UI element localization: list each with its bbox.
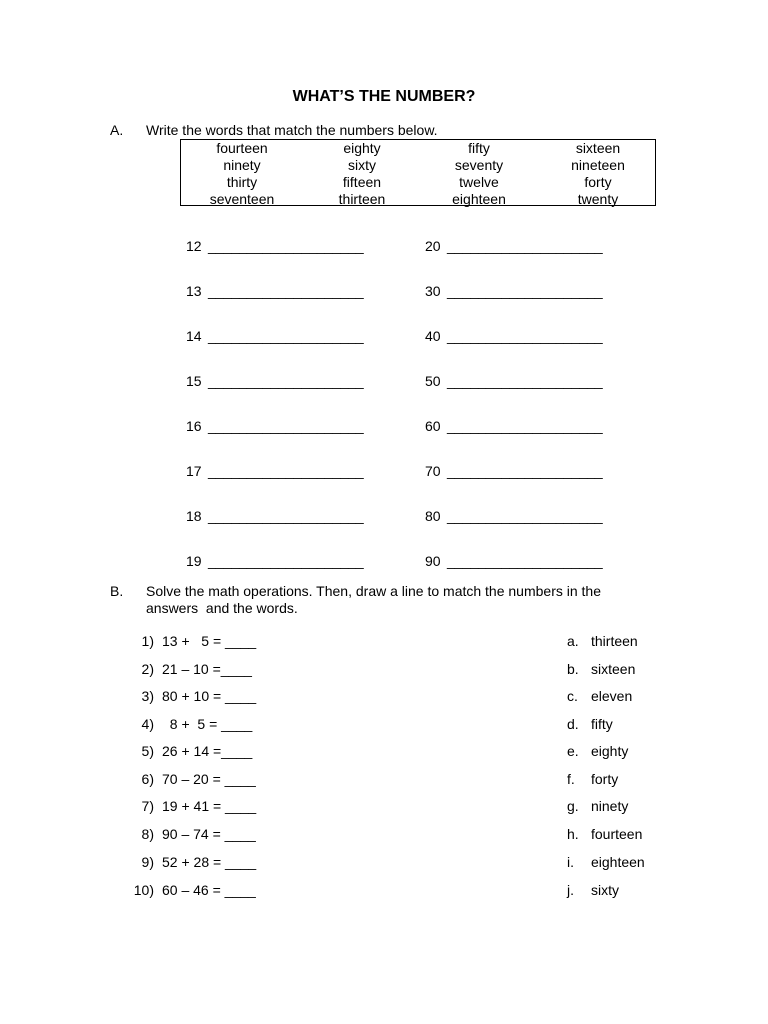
answer-blank[interactable]: ____________________ [447,328,603,344]
section-b-instruction-line2: answers and the words. [146,600,298,616]
option-word[interactable]: ninety [591,798,629,814]
operation-expression[interactable]: 19 + 41 = ____ [162,798,257,814]
answer-blank[interactable]: ____________________ [447,283,603,299]
word-bank-word: eighty [343,140,381,156]
operation-number: 10) [133,882,154,898]
answer-number: 19 [186,553,202,569]
word-bank-word: thirty [226,174,258,190]
operation-number: 7) [141,798,154,814]
answer-number: 90 [425,553,441,569]
word-bank-word: fifty [468,140,490,156]
answer-number: 80 [425,508,441,524]
operation-expression[interactable]: 90 – 74 = ____ [162,826,256,842]
answer-blank[interactable]: ____________________ [447,553,603,569]
operation-number: 8) [141,826,154,842]
operation-expression[interactable]: 26 + 14 =____ [162,743,253,759]
word-bank-word: thirteen [338,191,386,207]
operation-expression[interactable]: 13 + 5 = ____ [162,633,257,649]
option-word[interactable]: forty [591,771,619,787]
word-bank-word: sixty [348,157,376,173]
answer-number: 17 [186,463,202,479]
word-bank-word: fifteen [342,174,382,190]
operation-expression[interactable]: 70 – 20 = ____ [162,771,256,787]
answer-number: 50 [425,373,441,389]
operation-number: 3) [141,688,154,704]
answer-blank[interactable]: ____________________ [208,418,364,434]
answer-blank[interactable]: ____________________ [208,283,364,299]
option-word[interactable]: thirteen [591,633,638,649]
answer-number: 14 [186,328,202,344]
answer-number: 60 [425,418,441,434]
answer-number: 70 [425,463,441,479]
operation-expression[interactable]: 80 + 10 = ____ [162,688,257,704]
word-bank-word: forty [584,174,612,190]
word-bank-word: nineteen [571,157,625,173]
operation-number: 5) [141,743,154,759]
answer-number: 16 [186,418,202,434]
word-bank-word: ninety [223,157,261,173]
operation-expression[interactable]: 21 – 10 =____ [162,661,252,677]
answer-blank[interactable]: ____________________ [447,463,603,479]
answer-blank[interactable]: ____________________ [447,238,603,254]
answer-number: 40 [425,328,441,344]
option-word[interactable]: sixty [591,882,619,898]
section-b-instruction-line1: Solve the math operations. Then, draw a line to match the numbers in the [146,583,601,599]
option-word[interactable]: eighty [591,743,629,759]
option-word[interactable]: fifty [591,716,613,732]
section-b-letter: B. [110,583,124,599]
option-word[interactable]: sixteen [591,661,636,677]
word-bank-box [180,139,656,206]
word-bank-word: seventy [454,157,504,173]
option-letter: a. [567,633,579,649]
page-title: WHAT’S THE NUMBER? [292,88,476,105]
option-letter: b. [567,661,579,677]
option-letter: c. [567,688,578,704]
answer-number: 30 [425,283,441,299]
word-bank-word: twenty [577,191,619,207]
answer-blank[interactable]: ____________________ [447,373,603,389]
answer-number: 15 [186,373,202,389]
word-bank-word: fourteen [216,140,268,156]
answer-blank[interactable]: ____________________ [208,373,364,389]
option-letter: e. [567,743,579,759]
operation-number: 2) [141,661,154,677]
answer-blank[interactable]: ____________________ [208,553,364,569]
word-bank-word: sixteen [575,140,621,156]
option-word[interactable]: fourteen [591,826,643,842]
answer-blank[interactable]: ____________________ [447,508,603,524]
answer-number: 20 [425,238,441,254]
option-word[interactable]: eleven [591,688,633,704]
answer-blank[interactable]: ____________________ [208,238,364,254]
option-letter: d. [567,716,579,732]
answer-blank[interactable]: ____________________ [208,463,364,479]
answer-number: 13 [186,283,202,299]
operation-number: 1) [141,633,154,649]
option-word[interactable]: eighteen [591,854,645,870]
operation-expression[interactable]: 8 + 5 = ____ [162,716,253,732]
operation-number: 6) [141,771,154,787]
answer-blank[interactable]: ____________________ [208,508,364,524]
answer-number: 18 [186,508,202,524]
option-letter: j. [567,882,574,898]
answer-number: 12 [186,238,202,254]
answer-blank[interactable]: ____________________ [447,418,603,434]
operation-expression[interactable]: 60 – 46 = ____ [162,882,256,898]
section-a-instruction: Write the words that match the numbers below. [146,122,438,138]
section-a-letter: A. [110,122,124,138]
operation-number: 4) [141,716,154,732]
word-bank-word: twelve [459,174,499,190]
word-bank-word: eighteen [452,191,506,207]
operation-expression[interactable]: 52 + 28 = ____ [162,854,257,870]
answer-blank[interactable]: ____________________ [208,328,364,344]
option-letter: f. [567,771,575,787]
option-letter: h. [567,826,579,842]
word-bank-word: seventeen [209,191,275,207]
operation-number: 9) [141,854,154,870]
option-letter: i. [567,854,574,870]
option-letter: g. [567,798,579,814]
